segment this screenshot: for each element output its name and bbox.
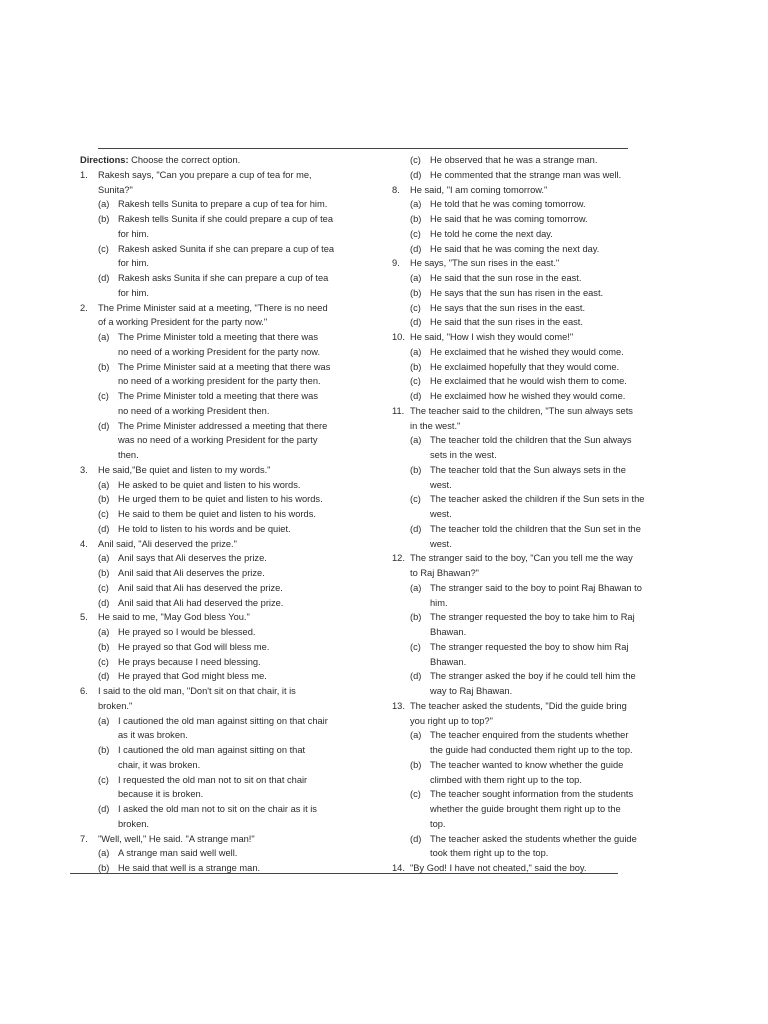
line-text: Anil said that Ali had deserved the prize.	[118, 597, 284, 608]
question-stem-continuation	[392, 419, 686, 434]
answer-option-continuation	[392, 773, 686, 788]
answer-option	[392, 286, 686, 301]
answer-option	[80, 802, 378, 817]
answer-option	[80, 596, 378, 611]
option-label: (c)	[98, 391, 109, 401]
line-text: He observed that he was a strange man.	[430, 155, 598, 165]
question-stem	[392, 404, 686, 419]
line-text: He said, "How I wish they would come!"	[410, 332, 574, 342]
question-stem-continuation	[80, 315, 378, 330]
line-text: chair, it was broken.	[118, 759, 201, 770]
answer-option-continuation	[80, 787, 378, 802]
line-text: for him.	[118, 287, 149, 298]
question-number: 1.	[80, 169, 88, 180]
line-text: Anil said that Ali has deserved the prize.	[118, 582, 283, 593]
line-text: The teacher told that the Sun always sets in the	[430, 464, 626, 475]
option-label: (b)	[410, 612, 422, 623]
question-stem	[392, 551, 686, 566]
answer-option	[392, 271, 686, 286]
line-text: He said that the sun rises in the east.	[430, 317, 583, 328]
option-label: (c)	[410, 789, 421, 800]
line-text: He prays because I need blessing.	[118, 656, 261, 667]
line-text: The teacher enquired from the students whether	[430, 730, 629, 741]
question-number: 10.	[392, 332, 405, 342]
answer-option-continuation	[80, 256, 378, 271]
option-label: (b)	[410, 361, 422, 372]
line-text: He said to them be quiet and listen to his words.	[118, 509, 316, 519]
answer-option-continuation	[392, 448, 686, 463]
answer-option-continuation	[80, 758, 378, 773]
line-text: Anil said that Ali deserves the prize.	[118, 568, 265, 578]
answer-option	[80, 551, 378, 566]
line-text: for him.	[118, 258, 149, 269]
line-text: He said to me, "May God bless You."	[98, 612, 250, 623]
right-column	[392, 153, 686, 876]
answer-option	[392, 492, 686, 507]
option-label: (a)	[98, 332, 110, 342]
option-label: (d)	[98, 671, 110, 682]
question-stem-continuation	[80, 699, 378, 714]
option-label: (a)	[98, 553, 110, 564]
line-text: Anil says that Ali deserves the prize.	[118, 553, 267, 564]
answer-option	[392, 522, 686, 537]
answer-option	[80, 743, 378, 758]
answer-option-continuation	[392, 478, 686, 493]
answer-option	[392, 581, 686, 596]
bottom-rule	[70, 873, 618, 874]
line-text: He told that he was coming tomorrow.	[430, 199, 586, 210]
answer-option	[392, 360, 686, 375]
answer-option	[80, 522, 378, 537]
question-number: 6.	[80, 686, 88, 696]
option-label: (b)	[98, 568, 110, 578]
line-text: then.	[118, 450, 139, 460]
line-text: Rakesh asks Sunita if she can prepare a cup of tea	[118, 273, 329, 283]
line-text: He told to listen to his words and be quiet.	[118, 523, 291, 534]
answer-option-continuation	[392, 625, 686, 640]
answer-option	[80, 625, 378, 640]
line-text: The teacher told the children that the Sun always	[430, 435, 632, 446]
question-number: 12.	[392, 553, 405, 564]
answer-option	[80, 655, 378, 670]
line-text: no need of a working President then.	[118, 405, 270, 416]
line-text: sets in the west.	[430, 450, 497, 460]
option-label: (d)	[410, 391, 422, 401]
question-stem	[80, 832, 378, 847]
answer-option	[80, 478, 378, 493]
option-label: (c)	[98, 774, 109, 785]
question-stem	[392, 699, 686, 714]
line-text: as it was broken.	[118, 730, 188, 741]
option-label: (b)	[98, 863, 110, 873]
question-number: 8.	[392, 184, 400, 195]
answer-option	[80, 271, 378, 286]
answer-option	[80, 492, 378, 507]
line-text: way to Raj Bhawan.	[430, 686, 513, 696]
line-text: broken."	[98, 700, 133, 711]
question-number: 2.	[80, 302, 88, 313]
answer-option-continuation	[392, 846, 686, 861]
line-text: The Prime Minister said at a meeting, "There is no need	[98, 302, 328, 313]
question-number: 7.	[80, 833, 88, 844]
line-text: "By God! I have not cheated," said the boy.	[410, 863, 587, 873]
option-label: (d)	[98, 273, 110, 283]
option-label: (d)	[410, 833, 422, 844]
line-text: west.	[430, 538, 452, 549]
line-text: whether the guide brought them right up to the	[430, 804, 621, 814]
option-label: (b)	[98, 641, 110, 652]
option-label: (d)	[98, 523, 110, 534]
line-text: He asked to be quiet and listen to his words.	[118, 479, 301, 490]
option-label: (c)	[98, 243, 109, 254]
answer-option	[392, 389, 686, 404]
question-number: 4.	[80, 538, 88, 549]
question-stem	[80, 610, 378, 625]
line-text: The Prime Minister told a meeting that there was	[118, 391, 318, 401]
answer-option-continuation	[80, 817, 378, 832]
line-text: Rakesh tells Sunita if she could prepare a cup of tea	[118, 214, 333, 224]
line-text: He exclaimed that he wished they would come.	[430, 346, 624, 357]
option-label: (b)	[98, 494, 110, 505]
answer-option-continuation	[80, 728, 378, 743]
left-column	[80, 153, 378, 876]
option-label: (b)	[98, 745, 110, 755]
answer-option	[392, 242, 686, 257]
question-number: 5.	[80, 612, 88, 623]
line-text: He said that well is a strange man.	[118, 863, 261, 873]
option-label: (d)	[410, 523, 422, 534]
line-text: you right up to top?"	[410, 715, 493, 726]
line-text: "Well, well," He said. "A strange man!"	[98, 833, 255, 844]
question-stem	[80, 168, 378, 183]
top-rule	[98, 148, 628, 149]
line-text: of a working President for the party now."	[98, 317, 268, 328]
line-text: He said, "I am coming tomorrow."	[410, 184, 548, 195]
answer-option	[392, 212, 686, 227]
question-stem	[392, 183, 686, 198]
question-stem	[80, 301, 378, 316]
line-text: west.	[430, 509, 452, 519]
answer-option	[80, 566, 378, 581]
option-label: (a)	[98, 199, 110, 210]
option-label: (a)	[410, 582, 422, 593]
answer-option	[392, 315, 686, 330]
line-text: The teacher asked the students, "Did the guide bring	[410, 700, 627, 711]
directions-text: Choose the correct option.	[131, 155, 241, 165]
line-text: The teacher told the children that the Sun set in the	[430, 523, 641, 534]
option-label: (d)	[98, 804, 110, 814]
answer-option	[80, 846, 378, 861]
answer-option-continuation	[392, 817, 686, 832]
question-stem	[392, 256, 686, 271]
answer-option	[392, 669, 686, 684]
answer-option-continuation	[80, 374, 378, 389]
answer-option	[392, 832, 686, 847]
option-label: (c)	[98, 656, 109, 667]
line-text: west.	[430, 479, 452, 490]
line-text: He says that the sun has risen in the east.	[430, 287, 604, 298]
answer-option-continuation	[80, 286, 378, 301]
line-text: He prayed so I would be blessed.	[118, 627, 256, 637]
line-text: He said,"Be quiet and listen to my words."	[98, 464, 271, 475]
line-text: He exclaimed hopefully that they would come.	[430, 361, 620, 372]
line-text: Sunita?"	[98, 184, 133, 195]
option-label: (d)	[410, 243, 422, 254]
question-number: 14.	[392, 863, 405, 873]
line-text: Bhawan.	[430, 627, 467, 637]
option-label: (c)	[410, 376, 421, 387]
line-text: no need of a working President for the party now.	[118, 346, 321, 357]
option-label: (a)	[410, 273, 422, 283]
line-text: was no need of a working President for the party	[118, 435, 318, 446]
answer-option	[80, 507, 378, 522]
line-text: I said to the old man, "Don't sit on that chair, it is	[98, 686, 296, 696]
answer-option	[392, 728, 686, 743]
answer-option-continuation	[80, 404, 378, 419]
question-stem	[80, 463, 378, 478]
line-text: The stranger said to the boy to point Raj Bhawan to	[430, 582, 642, 593]
line-text: Bhawan.	[430, 656, 467, 667]
line-text: He says that the sun rises in the east.	[430, 302, 586, 313]
line-text: The stranger requested the boy to show him Raj	[430, 641, 629, 652]
option-label: (a)	[410, 730, 422, 741]
answer-option	[80, 669, 378, 684]
answer-option	[80, 330, 378, 345]
line-text: Rakesh asked Sunita if she can prepare a cup of tea	[118, 243, 335, 254]
option-label: (b)	[98, 361, 110, 372]
option-label: (d)	[410, 671, 422, 682]
answer-option	[392, 345, 686, 360]
option-label: (a)	[410, 346, 422, 357]
line-text: The teacher asked the children if the Sun sets in the	[430, 494, 645, 505]
question-stem	[80, 537, 378, 552]
line-text: The teacher wanted to know whether the guide	[430, 759, 624, 770]
line-text: He said that the sun rose in the east.	[430, 273, 582, 283]
answer-option	[80, 640, 378, 655]
line-text: top.	[430, 818, 446, 829]
answer-option	[392, 374, 686, 389]
option-label: (b)	[410, 214, 422, 224]
line-text: I cautioned the old man against sitting on that	[118, 745, 306, 755]
line-text: for him.	[118, 228, 149, 239]
line-text: The stranger said to the boy, "Can you tell me the way	[410, 553, 633, 564]
question-stem-continuation	[392, 566, 686, 581]
question-stem-continuation	[80, 183, 378, 198]
line-text: The teacher asked the students whether the guide	[430, 833, 637, 844]
answer-option	[80, 197, 378, 212]
answer-option-continuation	[392, 596, 686, 611]
line-text: He exclaimed how he wished they would come.	[430, 391, 626, 401]
answer-option-continuation	[392, 743, 686, 758]
question-number: 9.	[392, 258, 400, 269]
answer-option-continuation	[392, 655, 686, 670]
line-text: the guide had conducted them right up to the top.	[430, 745, 633, 755]
answer-option	[80, 773, 378, 788]
option-label: (a)	[410, 199, 422, 210]
answer-option	[392, 787, 686, 802]
option-label: (d)	[410, 317, 422, 328]
option-label: (c)	[410, 494, 421, 505]
option-label: (c)	[98, 509, 109, 519]
answer-option	[392, 758, 686, 773]
answer-option	[392, 153, 686, 168]
line-text: Rakesh says, "Can you prepare a cup of tea for me,	[98, 169, 312, 180]
answer-option	[392, 610, 686, 625]
line-text: The Prime Minister addressed a meeting that there	[118, 420, 328, 431]
option-label: (b)	[410, 464, 422, 475]
line-text: He prayed that God might bless me.	[118, 671, 267, 682]
option-label: (a)	[410, 435, 422, 446]
answer-option	[80, 242, 378, 257]
answer-option-continuation	[392, 684, 686, 699]
option-label: (c)	[410, 641, 421, 652]
line-text: He told he come the next day.	[430, 228, 553, 239]
option-label: (c)	[98, 582, 109, 593]
answer-option	[392, 640, 686, 655]
option-label: (c)	[410, 228, 421, 239]
answer-option-continuation	[80, 448, 378, 463]
line-text: The stranger requested the boy to take him to Raj	[430, 612, 635, 623]
line-text: I cautioned the old man against sitting on that chair	[118, 715, 328, 726]
line-text: The teacher said to the children, "The sun always sets	[410, 405, 633, 416]
question-number: 3.	[80, 464, 88, 475]
line-text: He urged them to be quiet and listen to his words.	[118, 494, 323, 505]
question-stem-continuation	[392, 714, 686, 729]
answer-option	[392, 227, 686, 242]
option-label: (d)	[98, 420, 110, 431]
line-text: A strange man said well well.	[118, 848, 238, 859]
option-label: (d)	[410, 169, 422, 180]
line-text: He prayed so that God will bless me.	[118, 641, 270, 652]
answer-option	[80, 360, 378, 375]
line-text: him.	[430, 597, 448, 608]
line-text: He said that he was coming the next day.	[430, 243, 600, 254]
answer-option-continuation	[80, 227, 378, 242]
line-text: I asked the old man not to sit on the chair as it is	[118, 804, 317, 814]
option-label: (d)	[98, 597, 110, 608]
line-text: The Prime Minister told a meeting that there was	[118, 332, 318, 342]
option-label: (a)	[98, 627, 110, 637]
answer-option	[80, 581, 378, 596]
line-text: climbed with them right up to the top.	[430, 774, 582, 785]
line-text: The teacher sought information from the students	[430, 789, 634, 800]
directions-label: Directions:	[80, 155, 129, 165]
question-number: 11.	[392, 405, 405, 416]
answer-option	[80, 212, 378, 227]
question-stem	[392, 330, 686, 345]
option-label: (b)	[410, 287, 422, 298]
answer-option	[80, 389, 378, 404]
answer-option	[392, 168, 686, 183]
question-number: 13.	[392, 700, 405, 711]
answer-option	[392, 433, 686, 448]
answer-option-continuation	[392, 537, 686, 552]
option-label: (c)	[410, 302, 421, 313]
answer-option-continuation	[392, 507, 686, 522]
line-text: Rakesh tells Sunita to prepare a cup of tea for him.	[118, 199, 328, 210]
line-text: in the west."	[410, 420, 461, 431]
answer-option-continuation	[80, 433, 378, 448]
answer-option	[80, 714, 378, 729]
line-text: to Raj Bhawan?"	[410, 568, 479, 578]
option-label: (b)	[98, 214, 110, 224]
line-text: He exclaimed that he would wish them to come.	[430, 376, 627, 387]
line-text: The stranger asked the boy if he could tell him the	[430, 671, 636, 682]
line-text: broken.	[118, 818, 150, 829]
line-text: He said that he was coming tomorrow.	[430, 214, 588, 224]
line-text: The Prime Minister said at a meeting that there was	[118, 361, 331, 372]
line-text: Anil said, "Ali deserved the prize."	[98, 538, 237, 549]
option-label: (c)	[410, 155, 421, 165]
option-label: (a)	[98, 848, 110, 859]
answer-option	[392, 197, 686, 212]
answer-option	[392, 301, 686, 316]
option-label: (a)	[98, 715, 110, 726]
option-label: (b)	[410, 759, 422, 770]
option-label: (a)	[98, 479, 110, 490]
answer-option-continuation	[80, 345, 378, 360]
answer-option	[80, 419, 378, 434]
question-stem	[80, 684, 378, 699]
answer-option	[392, 463, 686, 478]
line-text: He commented that the strange man was well.	[430, 169, 622, 180]
line-text: took them right up to the top.	[430, 848, 549, 859]
directions-line	[80, 153, 378, 168]
line-text: because it is broken.	[118, 789, 204, 800]
line-text: I requested the old man not to sit on that chair	[118, 774, 308, 785]
answer-option-continuation	[392, 802, 686, 817]
line-text: no need of a working president for the party then.	[118, 376, 321, 387]
line-text: He says, "The sun rises in the east."	[410, 258, 560, 269]
